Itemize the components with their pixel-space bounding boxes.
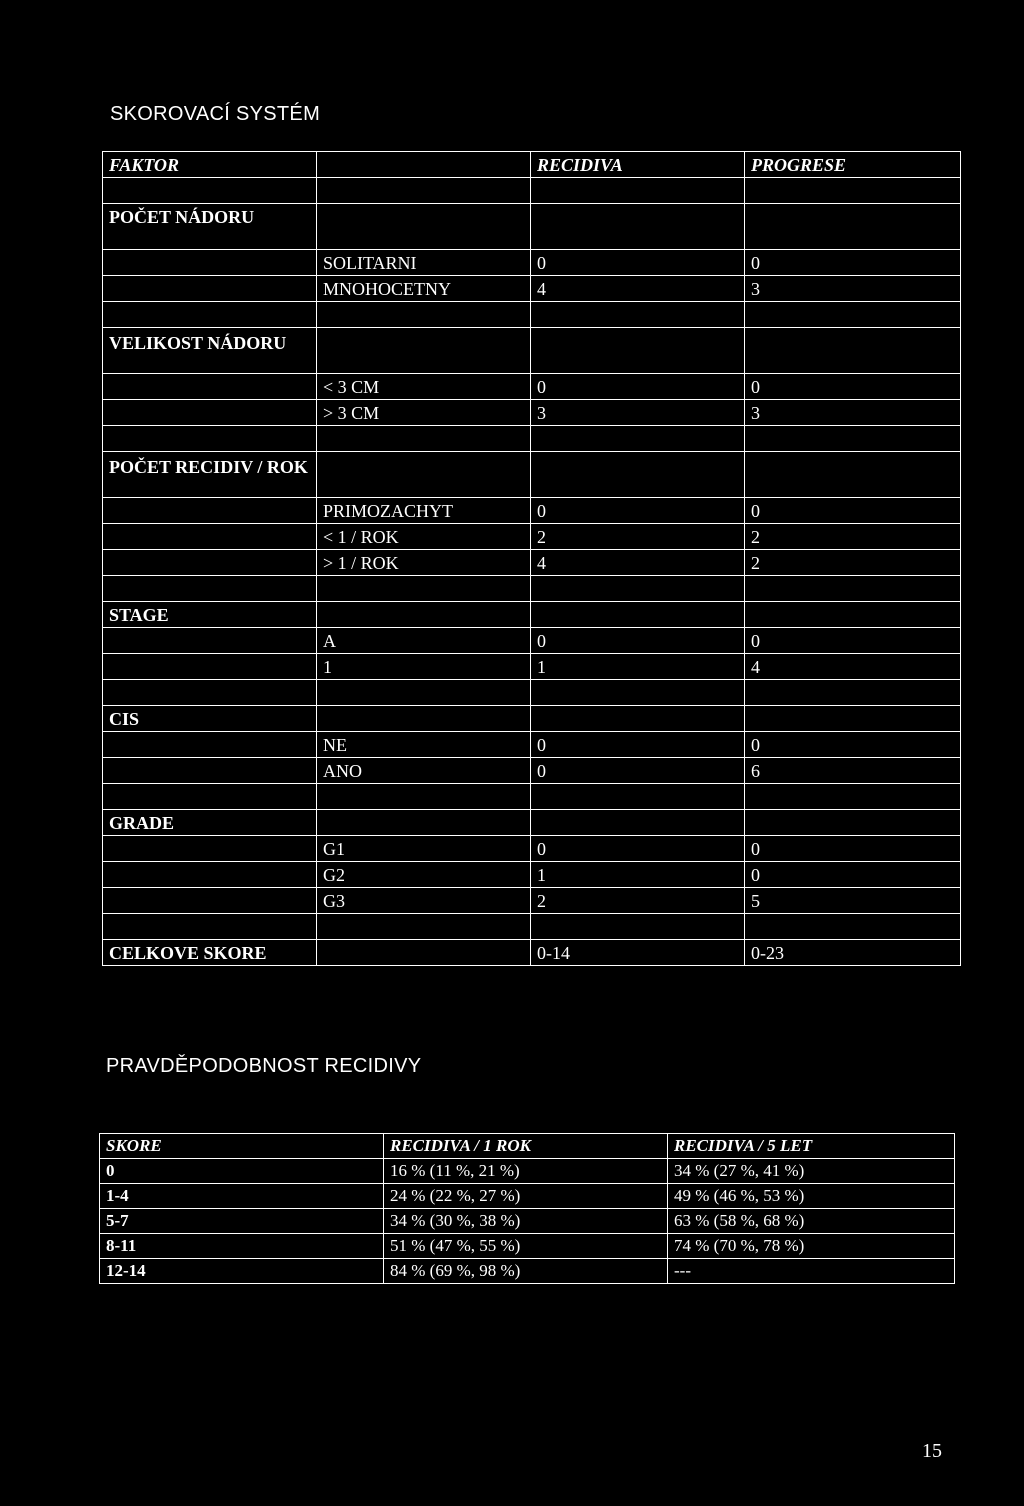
table-row — [103, 836, 961, 862]
table-row — [103, 758, 961, 784]
factor-label: STAGE — [103, 602, 317, 628]
recidiva-value: 1 — [531, 862, 745, 888]
factor-row — [103, 706, 961, 732]
recidiva-1-rok-value: 51 % (47 %, 55 %) — [384, 1234, 668, 1259]
table-row — [103, 400, 961, 426]
table-row — [100, 1184, 955, 1209]
option-label: > 3 CM — [317, 400, 531, 426]
recidiva-1-rok-value: 34 % (30 %, 38 %) — [384, 1209, 668, 1234]
recidiva-5-let-value: 74 % (70 %, 78 %) — [668, 1234, 955, 1259]
header-recidiva: RECIDIVA — [531, 152, 745, 178]
header-recidiva-1-rok: RECIDIVA / 1 ROK — [384, 1134, 668, 1159]
option-label: < 1 / ROK — [317, 524, 531, 550]
table-row — [103, 628, 961, 654]
header-recidiva-5-let: RECIDIVA / 5 LET — [668, 1134, 955, 1159]
recidiva-total: 0-14 — [531, 940, 745, 966]
factor-label: POČET RECIDIV / ROK — [103, 452, 317, 498]
table-row — [100, 1209, 955, 1234]
progrese-value: 3 — [745, 400, 961, 426]
recidiva-value: 2 — [531, 524, 745, 550]
option-label: ANO — [317, 758, 531, 784]
factor-label: CELKOVE SKORE — [103, 940, 317, 966]
progrese-value: 0 — [745, 732, 961, 758]
recurrence-probability-title: PRAVDĚPODOBNOST RECIDIVY — [106, 1055, 422, 1077]
recidiva-value: 1 — [531, 654, 745, 680]
table-row — [100, 1259, 955, 1284]
progrese-value: 0 — [745, 862, 961, 888]
table-row — [103, 732, 961, 758]
progrese-value: 2 — [745, 550, 961, 576]
recidiva-value: 0 — [531, 836, 745, 862]
page-number: 15 — [922, 1440, 942, 1462]
factor-row — [103, 452, 961, 498]
option-label: G2 — [317, 862, 531, 888]
recidiva-5-let-value: --- — [668, 1259, 955, 1284]
table-row — [103, 524, 961, 550]
score-range: 1-4 — [100, 1184, 384, 1209]
recidiva-value: 3 — [531, 400, 745, 426]
recidiva-value: 0 — [531, 732, 745, 758]
option-label: A — [317, 628, 531, 654]
scoring-system-title: SKOROVACÍ SYSTÉM — [110, 103, 321, 125]
total-row — [103, 940, 961, 966]
option-label: NE — [317, 732, 531, 758]
factor-row — [103, 204, 961, 250]
table-row — [100, 1234, 955, 1259]
scoring-table — [102, 151, 961, 966]
table-header-row — [100, 1134, 955, 1159]
probability-table — [99, 1133, 955, 1284]
table-row — [103, 498, 961, 524]
recidiva-value: 0 — [531, 250, 745, 276]
table-row — [103, 550, 961, 576]
table-row — [100, 1159, 955, 1184]
factor-row — [103, 810, 961, 836]
option-label: > 1 / ROK — [317, 550, 531, 576]
recidiva-1-rok-value: 24 % (22 %, 27 %) — [384, 1184, 668, 1209]
option-label: PRIMOZACHYT — [317, 498, 531, 524]
factor-label: CIS — [103, 706, 317, 732]
factor-row — [103, 602, 961, 628]
recidiva-5-let-value: 34 % (27 %, 41 %) — [668, 1159, 955, 1184]
option-label: 1 — [317, 654, 531, 680]
progrese-total: 0-23 — [745, 940, 961, 966]
table-row — [103, 862, 961, 888]
score-range: 12-14 — [100, 1259, 384, 1284]
progrese-value: 0 — [745, 374, 961, 400]
option-label: SOLITARNI — [317, 250, 531, 276]
progrese-value: 2 — [745, 524, 961, 550]
score-range: 5-7 — [100, 1209, 384, 1234]
progrese-value: 0 — [745, 628, 961, 654]
progrese-value: 5 — [745, 888, 961, 914]
recidiva-value: 0 — [531, 628, 745, 654]
recidiva-value: 2 — [531, 888, 745, 914]
progrese-value: 0 — [745, 836, 961, 862]
option-label: MNOHOCETNY — [317, 276, 531, 302]
recidiva-value: 0 — [531, 498, 745, 524]
recidiva-value: 0 — [531, 758, 745, 784]
table-row — [103, 250, 961, 276]
table-row — [103, 374, 961, 400]
option-label: G3 — [317, 888, 531, 914]
progrese-value: 6 — [745, 758, 961, 784]
option-label: G1 — [317, 836, 531, 862]
factor-row — [103, 328, 961, 374]
score-range: 0 — [100, 1159, 384, 1184]
table-row — [103, 276, 961, 302]
recidiva-value: 4 — [531, 550, 745, 576]
progrese-value: 3 — [745, 276, 961, 302]
progrese-value: 0 — [745, 250, 961, 276]
option-label: < 3 CM — [317, 374, 531, 400]
table-row — [103, 888, 961, 914]
header-faktor: FAKTOR — [103, 152, 317, 178]
table-header-row — [103, 152, 961, 178]
table-row — [103, 654, 961, 680]
progrese-value: 0 — [745, 498, 961, 524]
recidiva-1-rok-value: 16 % (11 %, 21 %) — [384, 1159, 668, 1184]
progrese-value: 4 — [745, 654, 961, 680]
recidiva-value: 4 — [531, 276, 745, 302]
factor-label: GRADE — [103, 810, 317, 836]
recidiva-1-rok-value: 84 % (69 %, 98 %) — [384, 1259, 668, 1284]
recidiva-5-let-value: 49 % (46 %, 53 %) — [668, 1184, 955, 1209]
recidiva-value: 0 — [531, 374, 745, 400]
factor-label: POČET NÁDORU — [103, 204, 317, 250]
factor-label: VELIKOST NÁDORU — [103, 328, 317, 374]
header-progrese: PROGRESE — [745, 152, 961, 178]
header-skore: SKORE — [100, 1134, 384, 1159]
recidiva-5-let-value: 63 % (58 %, 68 %) — [668, 1209, 955, 1234]
score-range: 8-11 — [100, 1234, 384, 1259]
